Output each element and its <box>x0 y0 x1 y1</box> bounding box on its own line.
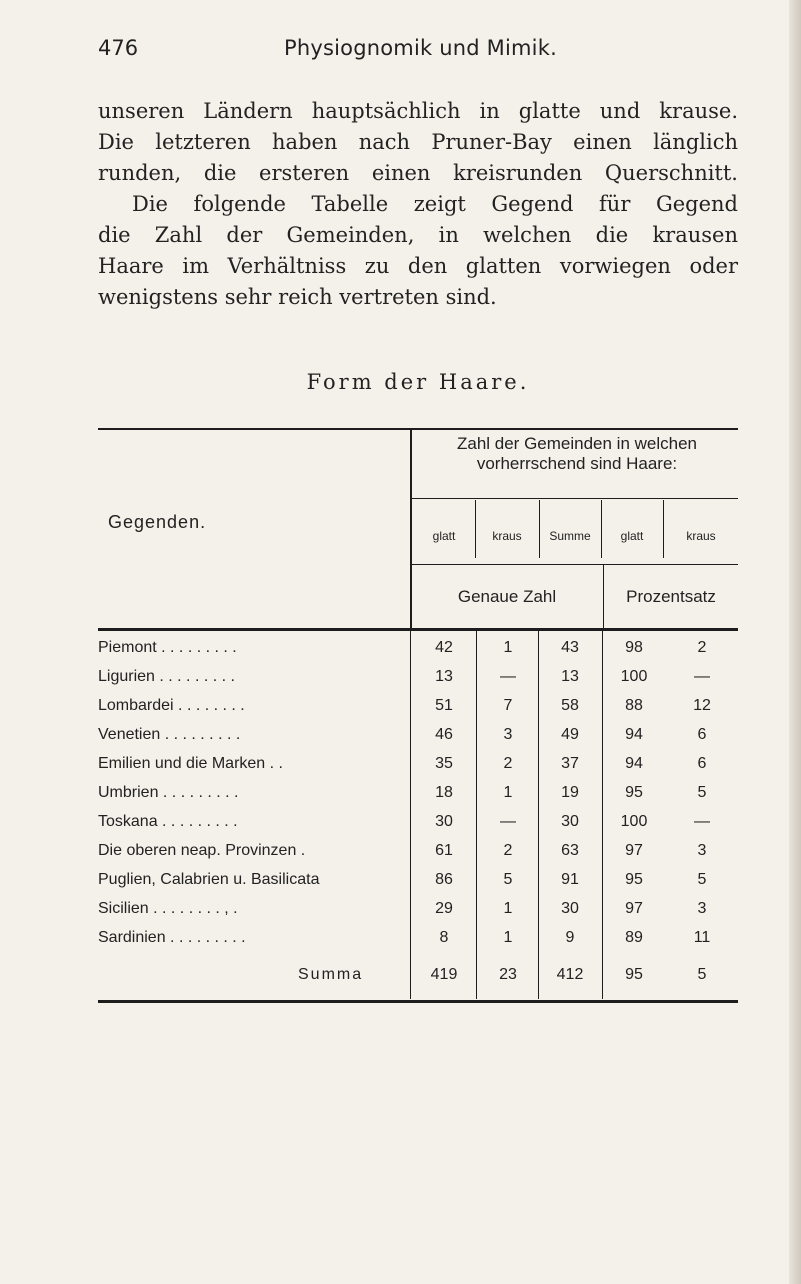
value-glatt: 86 <box>435 871 453 888</box>
text-line: Haare im Verhältniss zu den glatten vorwiegen oder <box>98 254 738 278</box>
value-summe: 43 <box>561 639 579 656</box>
value-kraus: 7 <box>503 697 513 714</box>
text-line: runden, die ersteren einen kreisrunden Querschnitt. <box>98 161 738 185</box>
col-sep <box>601 500 602 558</box>
col-header-glatt: glatt <box>432 529 456 543</box>
text-line: Die letzteren haben nach Pruner-Bay einen länglich <box>98 130 738 154</box>
region-name: Lombardei . . . . . . . . <box>98 697 245 714</box>
total-label: Summa <box>298 966 364 983</box>
running-title: Physiognomik und Mimik. <box>284 36 557 60</box>
region-name: Ligurien . . . . . . . . . <box>98 668 235 685</box>
value-summe: 30 <box>561 813 579 830</box>
page-edge <box>789 0 801 1284</box>
value-glatt-pct: 95 <box>625 784 643 801</box>
table-row <box>98 639 738 667</box>
value-kraus-pct: 5 <box>697 784 707 801</box>
region-name: Sardinien . . . . . . . . . <box>98 929 246 946</box>
total-glatt-pct: 95 <box>625 966 643 983</box>
region-name: Piemont . . . . . . . . . <box>98 639 237 656</box>
table-row <box>98 668 738 696</box>
value-glatt: 35 <box>435 755 453 772</box>
total-kraus: 23 <box>499 966 517 983</box>
percentage-label: Prozentsatz <box>626 587 716 606</box>
value-summe: 37 <box>561 755 579 772</box>
total-summe: 412 <box>556 966 584 983</box>
group-label-rule <box>412 498 738 499</box>
value-glatt: 29 <box>435 900 453 917</box>
value-summe: 58 <box>561 697 579 714</box>
col-header-rule <box>412 564 738 565</box>
text-line: unseren Ländern hauptsächlich in glatte und krause. <box>98 99 738 123</box>
total-glatt: 419 <box>430 966 458 983</box>
table-top-rule <box>98 428 738 430</box>
value-kraus-pct: 3 <box>697 842 707 859</box>
value-glatt: 30 <box>435 813 453 830</box>
value-glatt: 61 <box>435 842 453 859</box>
table-row <box>98 755 738 783</box>
value-glatt-pct: 97 <box>625 900 643 917</box>
total-sep <box>538 961 539 999</box>
value-glatt: 51 <box>435 697 453 714</box>
value-kraus: 1 <box>503 639 513 656</box>
text-line: wenigstens sehr reich vertreten sind. <box>98 285 497 309</box>
value-kraus: 1 <box>503 784 513 801</box>
value-glatt: 46 <box>435 726 453 743</box>
value-glatt-pct: 89 <box>625 929 643 946</box>
value-glatt: 18 <box>435 784 453 801</box>
value-glatt-pct: 97 <box>625 842 643 859</box>
value-glatt: 42 <box>435 639 453 656</box>
total-row <box>98 966 738 994</box>
col-header-kraus: kraus <box>492 529 522 543</box>
region-name: Die oberen neap. Provinzen . <box>98 842 306 859</box>
region-name: Toskana . . . . . . . . . <box>98 813 238 830</box>
value-summe: 13 <box>561 668 579 685</box>
value-kraus-pct: 5 <box>697 871 707 888</box>
table-row <box>98 726 738 754</box>
region-label: Gegenden. <box>108 512 207 532</box>
region-name: Puglien, Calabrien u. Basilicata <box>98 871 320 888</box>
value-glatt-pct: 98 <box>625 639 643 656</box>
value-summe: 91 <box>561 871 579 888</box>
value-kraus: 2 <box>503 842 513 859</box>
header-bottom-rule <box>98 628 738 631</box>
region-name: Umbrien . . . . . . . . . <box>98 784 239 801</box>
table-row <box>98 784 738 812</box>
table-row <box>98 697 738 725</box>
col-sep <box>475 500 476 558</box>
value-kraus-pct: 6 <box>697 755 707 772</box>
total-sep <box>602 961 603 999</box>
col-sep <box>539 500 540 558</box>
group-label-line1: Zahl der Gemeinden in welchen <box>456 434 698 453</box>
value-kraus-pct: — <box>694 813 710 830</box>
group-label-line2: vorherrschend sind Haare: <box>476 454 678 473</box>
value-glatt-pct: 95 <box>625 871 643 888</box>
table-row <box>98 842 738 870</box>
region-name: Sicilien . . . . . . . . , . <box>98 900 238 917</box>
table-row <box>98 813 738 841</box>
value-glatt: 8 <box>439 929 449 946</box>
page-number: 476 <box>98 36 139 60</box>
value-kraus: 3 <box>503 726 513 743</box>
group-label <box>416 434 738 474</box>
col-header-kraus-pct: kraus <box>686 529 716 543</box>
text-line: die Zahl der Gemeinden, in welchen die krausen <box>98 223 738 247</box>
col-sep <box>663 500 664 558</box>
value-kraus-pct: 11 <box>693 929 711 946</box>
total-kraus-pct: 5 <box>697 966 707 983</box>
value-kraus-pct: 6 <box>697 726 707 743</box>
region-name: Emilien und die Marken . . <box>98 755 283 772</box>
value-kraus-pct: 12 <box>693 697 711 714</box>
text-line: Die folgende Tabelle zeigt Gegend für Gegend <box>132 192 738 216</box>
total-sep <box>476 961 477 999</box>
region-name: Venetien . . . . . . . . . <box>98 726 241 743</box>
table-row <box>98 871 738 899</box>
value-summe: 19 <box>561 784 579 801</box>
value-glatt-pct: 100 <box>620 668 648 685</box>
body-paragraph <box>98 96 738 313</box>
value-glatt: 13 <box>435 668 453 685</box>
value-summe: 30 <box>561 900 579 917</box>
exact-count-label: Genaue Zahl <box>457 587 557 606</box>
col-sep <box>603 565 604 629</box>
value-kraus: 2 <box>503 755 513 772</box>
table-row <box>98 929 738 957</box>
value-glatt-pct: 100 <box>620 813 648 830</box>
table-title: Form der Haare. <box>306 370 530 394</box>
col-header-summe: Summe <box>549 529 591 543</box>
value-kraus: — <box>500 668 516 685</box>
value-kraus: 5 <box>503 871 513 888</box>
value-summe: 63 <box>561 842 579 859</box>
table-row <box>98 900 738 928</box>
value-glatt-pct: 94 <box>625 726 643 743</box>
value-glatt-pct: 88 <box>625 697 643 714</box>
col-header-glatt-pct: glatt <box>620 529 644 543</box>
table-bottom-rule <box>98 1000 738 1003</box>
value-glatt-pct: 94 <box>625 755 643 772</box>
value-kraus: 1 <box>503 929 513 946</box>
total-sep-region <box>410 961 411 999</box>
value-kraus: 1 <box>503 900 513 917</box>
value-kraus-pct: 2 <box>697 639 707 656</box>
value-summe: 9 <box>565 929 575 946</box>
value-summe: 49 <box>561 726 579 743</box>
value-kraus-pct: — <box>694 668 710 685</box>
value-kraus: — <box>500 813 516 830</box>
value-kraus-pct: 3 <box>697 900 707 917</box>
